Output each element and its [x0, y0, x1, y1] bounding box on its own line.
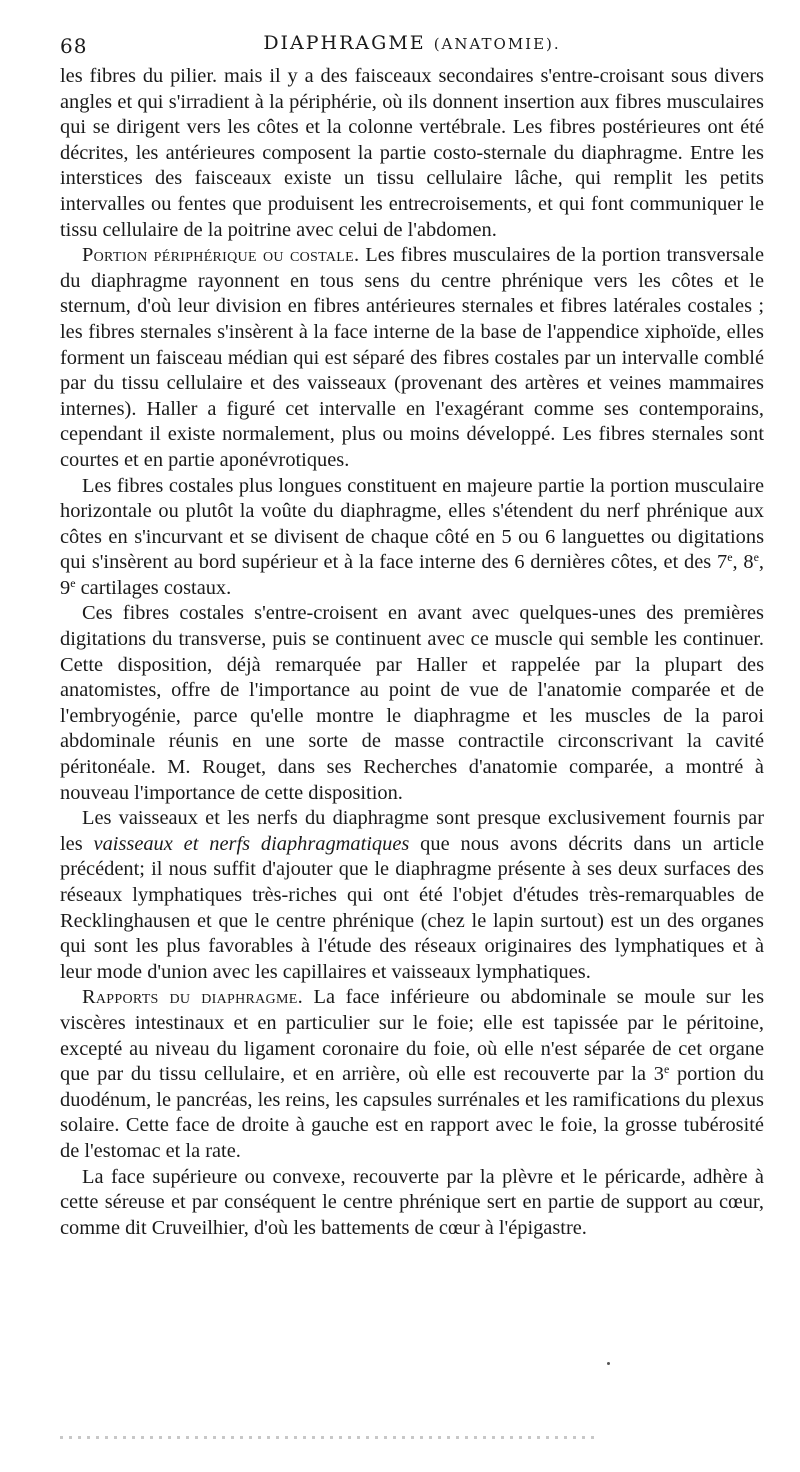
- paragraph-4-text: Ces fibres costales s'entre-croisent en avant avec quelques-unes des premières digitations du transverse, puis se continuent avec ce muscle qui semble les continuer. Cette disposition, déjà remarquée par Haller et rappelée par la plupart des anatomistes, offre de l'importance au point de vue de l'anatomie comparée et de l'embryogénie, parce qu'elle montre le diaphragme et les muscles de la paroi abdominale réunis en une sorte de masse contractile circonscrivant la cavité péritonéale. M. Rouget, dans ses Recherches d'anatomie comparée, a montré à nouveau l'importance de cette disposition.: [60, 602, 764, 804]
- running-title: [60, 32, 764, 54]
- paragraph-7-text: La face supérieure ou convexe, recouverte par la plèvre et le péricarde, adhère à cette séreuse et par conséquent le centre phrénique sert en partie de support au cœur, comme dit Cruveilhier, d'où les battements de cœur à l'épigastre.: [60, 1165, 764, 1239]
- paragraph-4: [60, 601, 764, 806]
- paragraph-6-text-after: portion du duodénum, le pancréas, les reins, les capsules surrénales et les ramifications du plexus solaire. Cette face de droite à gauche est en rapport avec le foie, la grosse tubérosité de l'estomac et la rate.: [60, 1063, 764, 1162]
- paragraph-5: [60, 806, 764, 985]
- paragraph-3-text-before: Les fibres costales plus longues constituent en majeure partie la portion musculaire horizontale ou plutôt la voûte du diaphragme, elles s'étendent du nerf phrénique aux côtes en s'incurvant et se divisent de chaque côté en 5 ou 6 languettes ou digitations qui s'insèrent au bord supérieur et à la face interne des 6 dernières côtes, et des 7: [60, 474, 764, 574]
- paragraph-6-text-before: La face inférieure ou abdominale se moule sur les viscères intestinaux et en particulier sur le foie; elle est tapissée par le péritoine, excepté au niveau du ligament coronaire du foie, où elle n'est séparée de cet organe que par du tissu cellulaire, et en arrière, où elle est recouverte par la 3: [60, 986, 764, 1086]
- print-speck: [607, 1362, 610, 1365]
- paragraph-5-text-before: Les vaisseaux et les nerfs du diaphragme sont presque exclusivement fournis par les: [60, 807, 764, 855]
- body-text: [60, 64, 764, 1241]
- superscript: e: [663, 1062, 670, 1077]
- paragraph-1: [60, 64, 764, 243]
- superscript: e: [70, 575, 76, 590]
- superscript: e: [753, 550, 759, 565]
- paragraph-2: [60, 243, 764, 473]
- paragraph-3-text-mid1: , 8: [732, 551, 754, 574]
- paragraph-5-text-after: que nous avons décrits dans un article précédent; il nous suffit d'ajouter que le diaphragme présente à ses deux surfaces des réseaux lymphatiques très-riches qui ont été l'objet d'études très-remarquables de Recklinghausen et que le centre phrénique (chez le lapin surtout) est un des organes qui sont les plus favorables à l'étude des réseaux originaires des lymphatiques et à leur mode d'union avec les capillaires et vaisseaux lymphatiques.: [60, 832, 764, 983]
- paragraph-3: [60, 474, 764, 602]
- bottom-bleed-through-rule: [60, 1436, 600, 1439]
- paragraph-3-text-after: cartilages costaux.: [75, 576, 232, 599]
- running-title-subtitle: (ANATOMIE).: [433, 35, 561, 53]
- running-title-main: DIAPHRAGME: [263, 32, 426, 54]
- paragraph-6: [60, 985, 764, 1164]
- italic-term: vaisseaux et nerfs diaphragmatiques: [93, 832, 410, 855]
- page-number: 68: [60, 34, 88, 58]
- paragraph-1-text: les fibres du pilier. mais il y a des faisceaux secondaires s'entre-croisant sous divers angles et qui s'irradient à la périphérie, où ils donnent insertion aux fibres musculaires qui se dirigent vers les côtes et la colonne vertébrale. Les fibres postérieures ont été décrites, les antérieures composent la partie costo-sternale du diaphragme. Entre les interstices des faisceaux existe un tissu cellulaire lâche, qui remplit les petits intervalles ou fentes que produisent les entrecroisements, et qui font communiquer le tissu cellulaire de la poitrine avec celui de l'abdomen.: [60, 65, 764, 241]
- superscript: e: [727, 550, 733, 565]
- paragraph-2-text: Les fibres musculaires de la portion transversale du diaphragme rayonnent en tous sens du centre phrénique vers les côtes et le sternum, d'où leur division en fibres antérieures sternales et fibres latérales costales ; les fibres sternales s'insèrent à la face interne de la base de l'appendice xiphoïde, elles forment un faisceau médian qui est séparé des fibres costales par un intervalle comblé par du tissu cellulaire et des vaisseaux (provenant des artères et veines mammaires internes). Haller a figuré cet intervalle en l'exagérant comme ses contemporains, cependant il existe normalement, plus ou moins développé. Les fibres sternales sont courtes et en partie aponévrotiques.: [60, 244, 765, 471]
- paragraph-7: [60, 1165, 764, 1242]
- section-heading-costal-portion: Portion périphérique ou costale.: [82, 244, 360, 267]
- section-heading-relations: Rapports du diaphragme.: [82, 986, 303, 1009]
- paragraph-3-text-mid2: , 9: [60, 551, 765, 599]
- page-header: [60, 28, 764, 64]
